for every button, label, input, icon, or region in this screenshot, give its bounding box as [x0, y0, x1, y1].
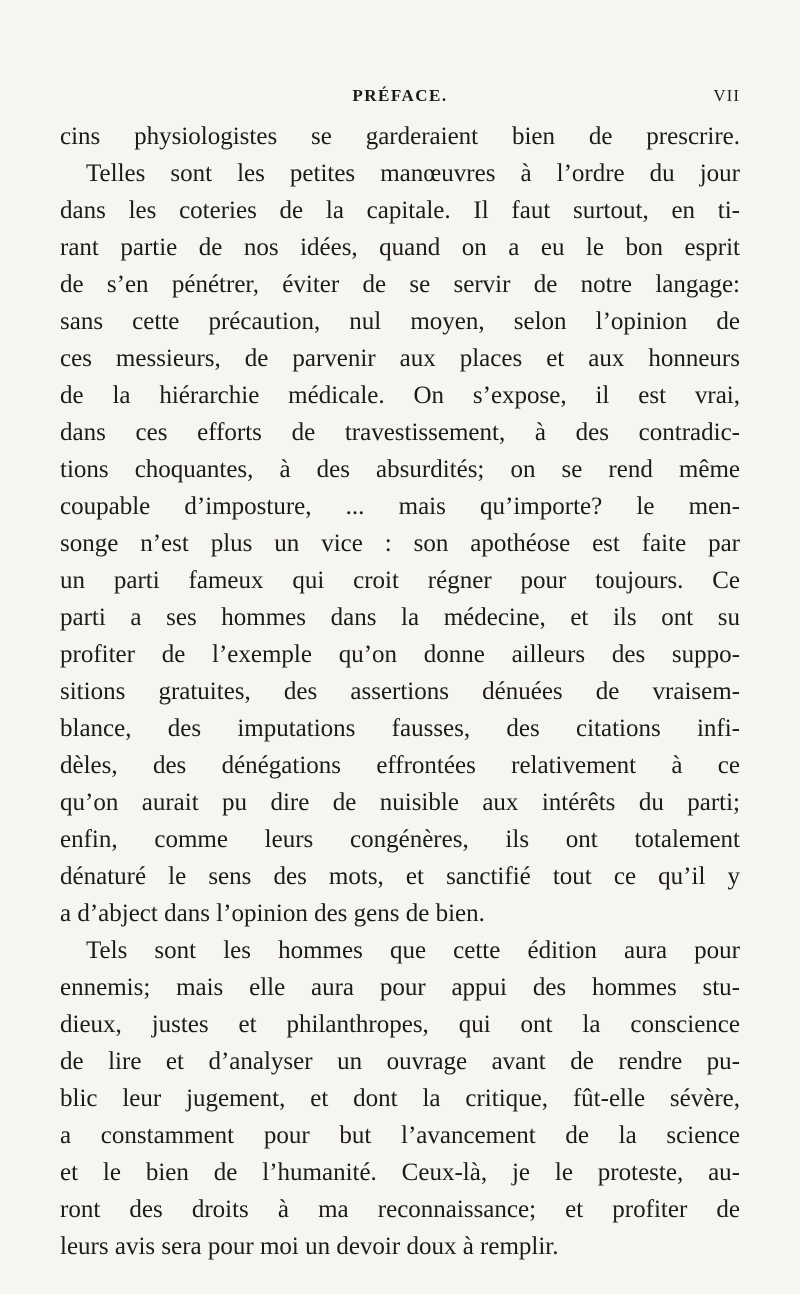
text-line: ront des droits à ma reconnaissance; et profiter de: [60, 1196, 740, 1223]
running-title: PRÉFACE.: [352, 86, 448, 105]
text-line: profiter de l’exemple qu’on donne ailleurs des suppo-: [60, 641, 740, 668]
text-line: cins physiologistes se garderaient bien de prescrire.: [60, 123, 740, 150]
text-line: a constamment pour but l’avancement de la science: [60, 1122, 740, 1149]
text-line: a d’abject dans l’opinion des gens de bien.: [60, 900, 485, 927]
text-line: dans les coteries de la capitale. Il faut surtout, en ti-: [60, 197, 740, 224]
text-line: ces messieurs, de parvenir aux places et aux honneurs: [60, 345, 740, 372]
body-text: [60, 118, 740, 1265]
text-line: de s’en pénétrer, éviter de se servir de notre langage:: [60, 271, 740, 298]
running-head: [60, 86, 740, 110]
text-line: et le bien de l’humanité. Ceux-là, je le proteste, au-: [60, 1159, 740, 1186]
text-line: dieux, justes et philanthropes, qui ont la conscience: [60, 1011, 740, 1038]
text-line: dans ces efforts de travestissement, à des contradic-: [60, 419, 740, 446]
text-line: blance, des imputations fausses, des citations infi-: [60, 715, 740, 742]
text-line: sans cette précaution, nul moyen, selon l’opinion de: [60, 308, 740, 335]
text-line: parti a ses hommes dans la médecine, et ils ont su: [60, 604, 740, 631]
text-line: tions choquantes, à des absurdités; on se rend même: [60, 456, 740, 483]
text-line: dénaturé le sens des mots, et sanctifié tout ce qu’il y: [60, 863, 740, 890]
text-line: de lire et d’analyser un ouvrage avant de rendre pu-: [60, 1048, 740, 1075]
text-line: sitions gratuites, des assertions dénuées de vraisem-: [60, 678, 740, 705]
text-line: ennemis; mais elle aura pour appui des hommes stu-: [60, 974, 740, 1001]
text-line: leurs avis sera pour moi un devoir doux à remplir.: [60, 1233, 559, 1260]
text-line: dèles, des dénégations effrontées relativement à ce: [60, 752, 740, 779]
text-line: qu’on aurait pu dire de nuisible aux intérêts du parti;: [60, 789, 740, 816]
text-line: un parti fameux qui croit régner pour toujours. Ce: [60, 567, 740, 594]
text-line: rant partie de nos idées, quand on a eu le bon esprit: [60, 234, 740, 261]
text-line: de la hiérarchie médicale. On s’expose, il est vrai,: [60, 382, 740, 409]
text-line: songe n’est plus un vice : son apothéose est faite par: [60, 530, 740, 557]
text-line: enfin, comme leurs congénères, ils ont totalement: [60, 826, 740, 853]
text-line: blic leur jugement, et dont la critique, fût-elle sévère,: [60, 1085, 740, 1112]
text-line: Tels sont les hommes que cette édition aura pour: [86, 937, 740, 964]
page-number: VII: [713, 86, 740, 105]
text-line: coupable d’imposture, ... mais qu’importe? le men-: [60, 493, 740, 520]
text-line: Telles sont les petites manœuvres à l’ordre du jour: [86, 160, 740, 187]
